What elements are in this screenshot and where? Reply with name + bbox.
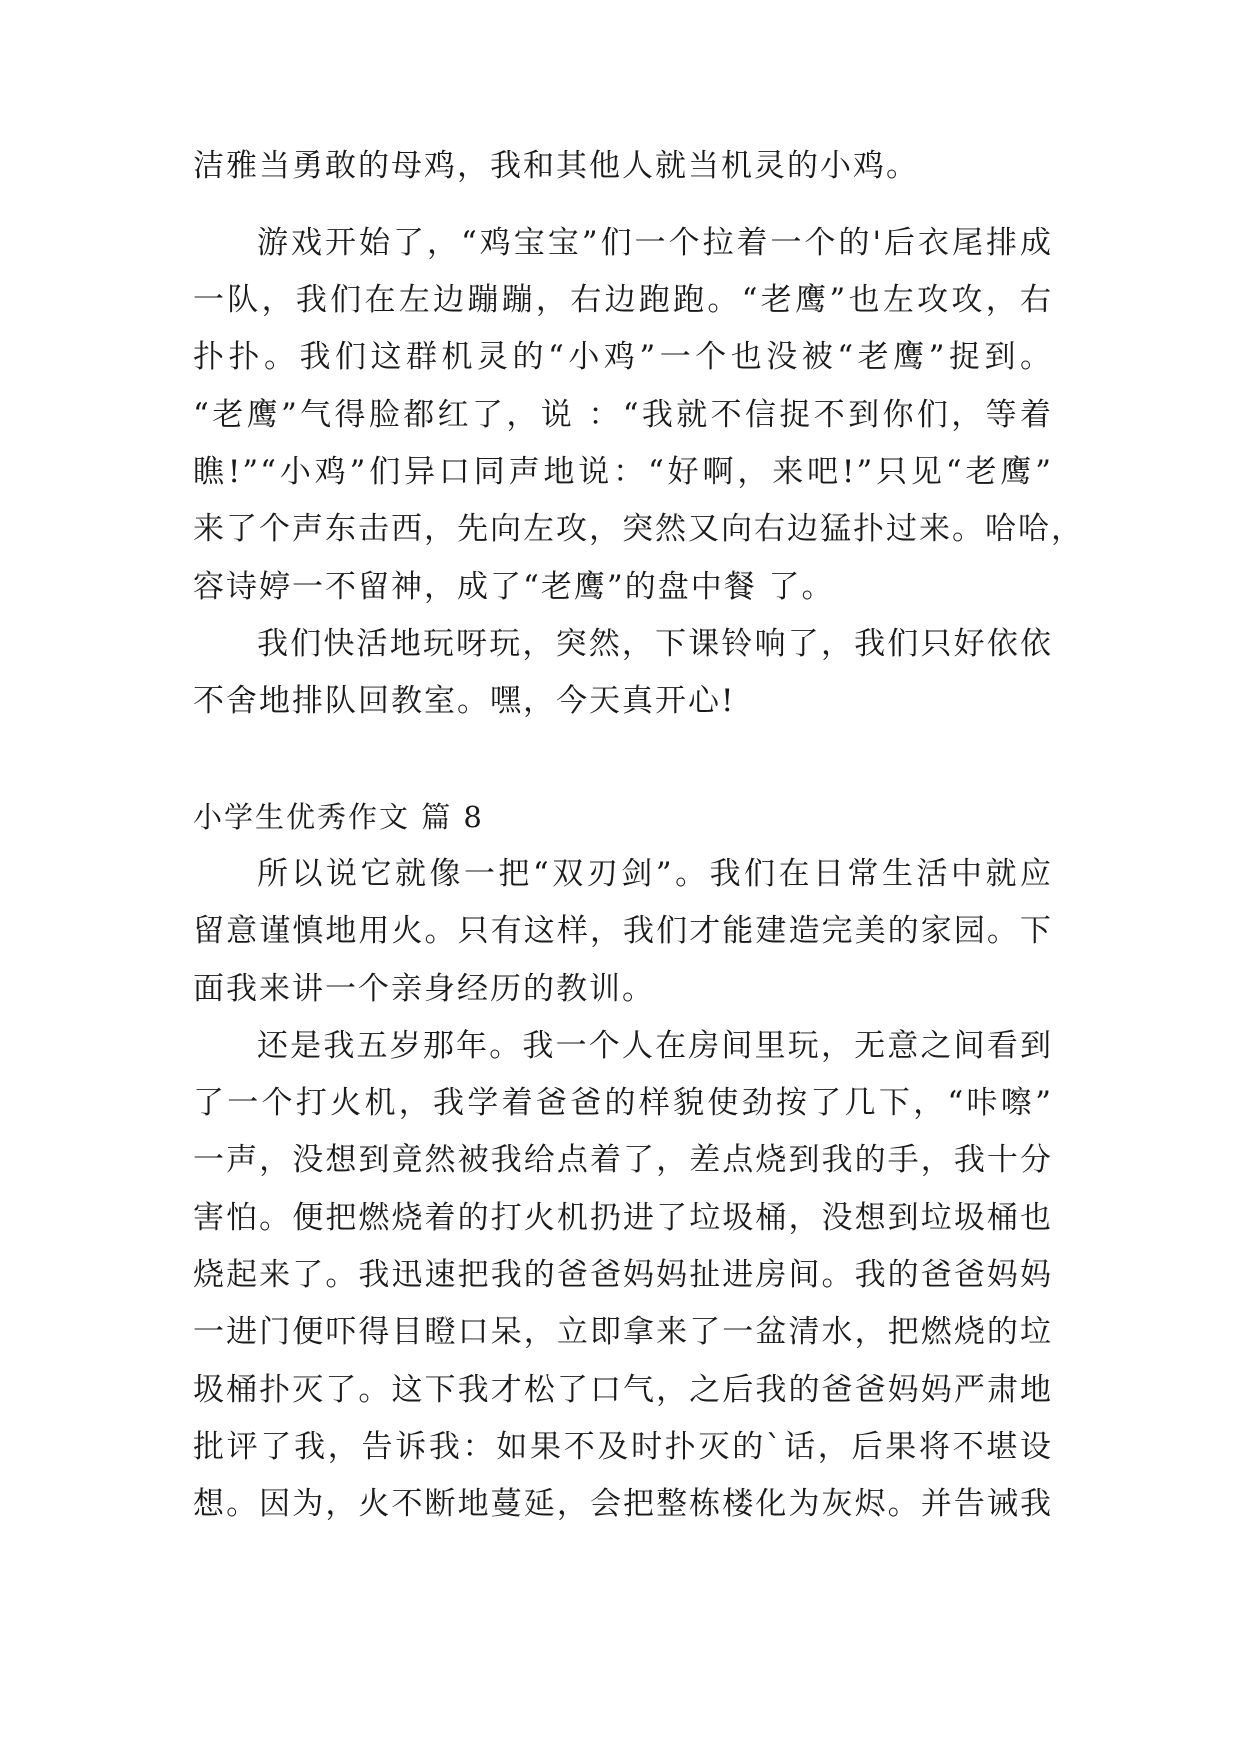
paragraph-line: 一队，我们在左边蹦蹦，右边跑跑。“老鹰”也左攻攻，右 xyxy=(193,282,1053,318)
paragraph-line: 烧起来了。我迅速把我的爸爸妈妈扯进房间。我的爸爸妈妈 xyxy=(193,1257,1053,1293)
paragraph-line: 游戏开始了，“鸡宝宝”们一个拉着一个的'后衣尾排成 xyxy=(257,225,1053,261)
paragraph-line: 不舍地排队回教室。嘿，今天真开心! xyxy=(193,683,736,719)
paragraph-line: 瞧!”“小鸡”们异口同声地说：“好啊，来吧!”只见“老鹰” xyxy=(193,454,1053,490)
paragraph-line: 还是我五岁那年。我一个人在房间里玩，无意之间看到 xyxy=(257,1028,1053,1064)
paragraph-line: 面我来讲一个亲身经历的教训。 xyxy=(193,971,655,1007)
paragraph-line: 来了个声东击西，先向左攻，突然又向右边猛扑过来。哈哈， xyxy=(193,511,1084,547)
paragraph-line: 了一个打火机，我学着爸爸的样貌使劲按了几下，“咔嚓” xyxy=(193,1085,1053,1121)
paragraph-line: 洁雅当勇敢的母鸡，我和其他人就当机灵的小鸡。 xyxy=(193,148,919,184)
paragraph-line: 所以说它就像一把“双刃剑”。我们在日常生活中就应 xyxy=(257,856,1053,892)
paragraph-line: 我们快活地玩呀玩，突然，下课铃响了，我们只好依依 xyxy=(257,626,1053,662)
paragraph-line: 一进门便吓得目瞪口呆，立即拿来了一盆清水，把燃烧的垃 xyxy=(193,1314,1053,1350)
paragraph-line: 留意谨慎地用火。只有这样，我们才能建造完美的家园。下 xyxy=(193,913,1053,949)
paragraph-line: 想。因为，火不断地蔓延，会把整栋楼化为灰烬。并告诫我 xyxy=(193,1486,1053,1522)
paragraph-line: 扑扑。我们这群机灵的“小鸡”一个也没被“老鹰”捉到。 xyxy=(193,339,1053,375)
paragraph-line: 圾桶扑灭了。这下我才松了口气，之后我的爸爸妈妈严肃地 xyxy=(193,1372,1053,1408)
paragraph-line: 害怕。便把燃烧着的打火机扔进了垃圾桶，没想到垃圾桶也 xyxy=(193,1200,1053,1236)
paragraph-line: 批评了我，告诉我：如果不及时扑灭的`话，后果将不堪设 xyxy=(193,1429,1053,1465)
section-heading: 小学生优秀作文 篇 8 xyxy=(193,800,484,834)
paragraph-line: “老鹰”气得脸都红了，说 ：“我就不信捉不到你们，等着 xyxy=(193,397,1053,433)
paragraph-line: 容诗婷一不留神，成了“老鹰”的盘中餐 了。 xyxy=(193,569,835,605)
paragraph-line: 一声，没想到竟然被我给点着了，差点烧到我的手，我十分 xyxy=(193,1142,1053,1178)
